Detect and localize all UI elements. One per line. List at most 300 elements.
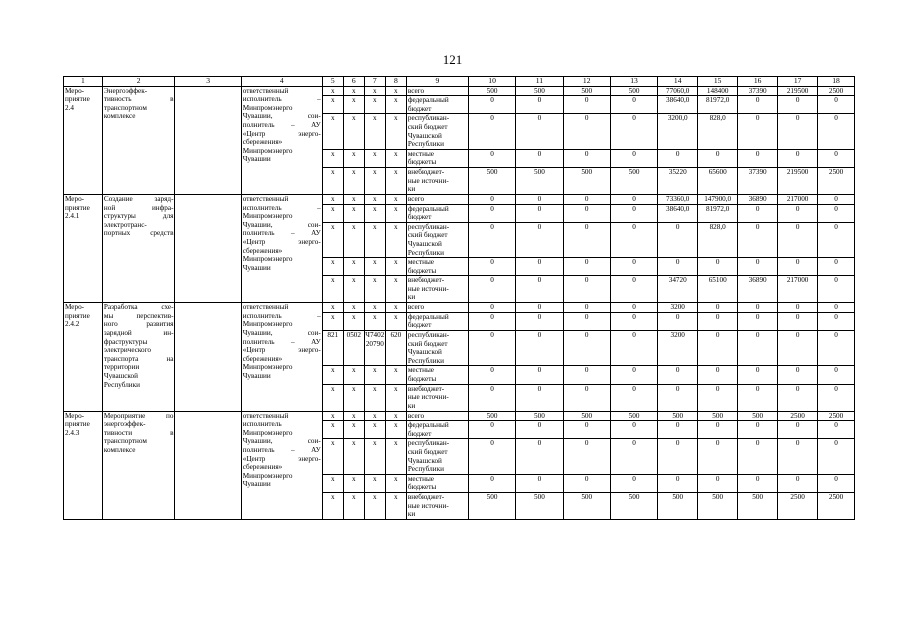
budget-code-c6: x bbox=[343, 167, 364, 194]
value-year-13: 0 bbox=[610, 258, 657, 276]
value-year-10: 0 bbox=[468, 222, 515, 257]
value-year-18: 0 bbox=[818, 421, 855, 439]
header-cell-7: 7 bbox=[364, 77, 385, 87]
value-year-11: 0 bbox=[516, 421, 563, 439]
budget-code-c5: x bbox=[322, 492, 343, 519]
value-year-18: 2500 bbox=[818, 86, 855, 96]
text-line: сбережения» bbox=[242, 463, 283, 472]
value-year-18: 0 bbox=[818, 331, 855, 366]
text-line: бюджеты bbox=[407, 158, 437, 167]
value-year-12: 0 bbox=[563, 439, 610, 474]
header-cell-1: 1 bbox=[64, 77, 103, 87]
value-year-10: 0 bbox=[468, 258, 515, 276]
text-line: Меро- bbox=[65, 303, 85, 312]
budget-code-c7: x bbox=[364, 167, 385, 194]
value-year-15: 0 bbox=[698, 384, 738, 411]
text-line: сбережения» bbox=[242, 138, 283, 147]
value-year-12: 0 bbox=[563, 96, 610, 114]
value-year-16: 37390 bbox=[738, 86, 778, 96]
text-line: бюджеты bbox=[407, 266, 437, 275]
text-line: ной инфра- bbox=[103, 203, 174, 212]
funding-source bbox=[406, 114, 468, 149]
value-year-18: 2500 bbox=[818, 411, 855, 421]
value-year-15: 500 bbox=[698, 411, 738, 421]
text-line: Чувашии, сои- bbox=[242, 112, 321, 121]
value-year-13: 0 bbox=[610, 331, 657, 366]
budget-code-c5: x bbox=[322, 222, 343, 257]
budget-code-c8: x bbox=[385, 149, 406, 167]
value-year-12: 0 bbox=[563, 474, 610, 492]
value-year-16: 0 bbox=[738, 312, 778, 330]
budget-code-c8: x bbox=[385, 204, 406, 222]
text-line: ки bbox=[407, 293, 416, 302]
funding-source bbox=[406, 366, 468, 384]
table-row bbox=[64, 194, 855, 204]
table-body bbox=[64, 86, 855, 519]
value-year-15: 81972,0 bbox=[698, 204, 738, 222]
value-year-15: 81972,0 bbox=[698, 96, 738, 114]
budget-code-c8: x bbox=[385, 194, 406, 204]
value-year-16: 0 bbox=[738, 114, 778, 149]
value-year-17: 0 bbox=[778, 303, 818, 313]
budget-code-c5: x bbox=[322, 421, 343, 439]
value-year-17: 0 bbox=[778, 114, 818, 149]
text-line: Республики bbox=[103, 380, 140, 389]
value-year-13: 0 bbox=[610, 421, 657, 439]
value-year-12: 0 bbox=[563, 366, 610, 384]
value-year-17: 0 bbox=[778, 384, 818, 411]
budget-code-c7: x bbox=[364, 114, 385, 149]
text-line: комплексе bbox=[103, 112, 136, 121]
text-line: комплексе bbox=[103, 446, 136, 454]
value-year-18: 0 bbox=[818, 194, 855, 204]
value-year-17: 0 bbox=[778, 421, 818, 439]
header-cell-2: 2 bbox=[102, 77, 175, 87]
header-cell-8: 8 bbox=[385, 77, 406, 87]
measure-code bbox=[64, 411, 103, 519]
value-year-14: 77060,0 bbox=[658, 86, 698, 96]
budget-code-c8: x bbox=[385, 421, 406, 439]
budget-code-c6: x bbox=[343, 114, 364, 149]
text-line: ки bbox=[407, 510, 416, 519]
funding-source bbox=[406, 204, 468, 222]
value-year-13: 0 bbox=[610, 204, 657, 222]
budget-code-c8: x bbox=[385, 303, 406, 313]
budget-code-c8: x bbox=[385, 312, 406, 330]
text-line: Чувашии bbox=[242, 155, 271, 164]
value-year-14: 35220 bbox=[658, 167, 698, 194]
text-line: ский бюджет bbox=[407, 339, 448, 348]
budget-code-c5: 821 bbox=[322, 331, 343, 366]
value-year-18: 0 bbox=[818, 312, 855, 330]
value-year-15: 0 bbox=[698, 331, 738, 366]
value-year-16: 37390 bbox=[738, 167, 778, 194]
value-year-12: 0 bbox=[563, 258, 610, 276]
page-number: 121 bbox=[442, 52, 463, 67]
value-year-10: 0 bbox=[468, 204, 515, 222]
budget-code-c8: x bbox=[385, 167, 406, 194]
text-line: Мероприятие по bbox=[103, 411, 174, 420]
value-year-17: 0 bbox=[778, 439, 818, 474]
text-line: бюджеты bbox=[407, 375, 437, 384]
funding-source bbox=[406, 149, 468, 167]
text-line: Чувашии, сои- bbox=[242, 220, 321, 229]
measure-code bbox=[64, 86, 103, 194]
text-line: внебюджет- bbox=[407, 276, 445, 285]
budget-code-c7: x bbox=[364, 194, 385, 204]
funding-source bbox=[406, 421, 468, 439]
value-year-18: 0 bbox=[818, 114, 855, 149]
text-line: полнитель – АУ bbox=[242, 446, 321, 454]
text-line: полнитель – АУ bbox=[242, 337, 321, 346]
value-year-13: 0 bbox=[610, 114, 657, 149]
text-line: Чувашии bbox=[242, 480, 271, 489]
value-year-11: 0 bbox=[516, 194, 563, 204]
value-year-14: 38640,0 bbox=[658, 96, 698, 114]
budget-code-c5: x bbox=[322, 149, 343, 167]
value-year-12: 0 bbox=[563, 331, 610, 366]
executor bbox=[241, 411, 322, 519]
budget-code-c5: x bbox=[322, 86, 343, 96]
text-line: бюджет bbox=[407, 104, 432, 113]
value-year-12: 0 bbox=[563, 312, 610, 330]
text-line: «Центр энерго- bbox=[242, 346, 321, 355]
value-year-16: 500 bbox=[738, 411, 778, 421]
value-year-16: 0 bbox=[738, 439, 778, 474]
value-year-15: 65100 bbox=[698, 276, 738, 303]
value-year-15: 0 bbox=[698, 303, 738, 313]
value-year-15: 65600 bbox=[698, 167, 738, 194]
value-year-17: 0 bbox=[778, 258, 818, 276]
text-line: приятие bbox=[65, 311, 90, 320]
text-line: бюджеты bbox=[407, 483, 437, 492]
value-year-15: 0 bbox=[698, 149, 738, 167]
text-line: Чувашии, сои- bbox=[242, 437, 321, 446]
text-line: Энергоэффек- bbox=[103, 86, 148, 95]
text-line: всего bbox=[407, 86, 425, 95]
header-cell-14: 14 bbox=[658, 77, 698, 87]
value-year-12: 0 bbox=[563, 276, 610, 303]
table-row bbox=[64, 411, 855, 421]
value-year-18: 0 bbox=[818, 222, 855, 257]
text-line: зарядной ин- bbox=[103, 329, 174, 338]
text-line: бюджет bbox=[407, 429, 432, 438]
value-year-13: 0 bbox=[610, 439, 657, 474]
text-line: внебюджет- bbox=[407, 384, 445, 393]
header-cell-12: 12 bbox=[563, 77, 610, 87]
text-line: ного развития bbox=[103, 320, 174, 329]
text-line: ответственный bbox=[242, 303, 289, 312]
value-year-14: 34720 bbox=[658, 276, 698, 303]
value-year-11: 0 bbox=[516, 149, 563, 167]
budget-code-c7: x bbox=[364, 384, 385, 411]
text-line: электрического bbox=[103, 346, 151, 355]
funding-source bbox=[406, 474, 468, 492]
value-year-18: 0 bbox=[818, 258, 855, 276]
budget-code-c7: x bbox=[364, 222, 385, 257]
budget-code-c5: x bbox=[322, 411, 343, 421]
value-year-10: 0 bbox=[468, 384, 515, 411]
text-line: всего bbox=[407, 194, 425, 203]
header-cell-6: 6 bbox=[343, 77, 364, 87]
text-line: исполнитель – bbox=[242, 95, 321, 104]
column-3-empty bbox=[175, 303, 241, 411]
budget-code-c5: x bbox=[322, 303, 343, 313]
budget-code-c5: x bbox=[322, 366, 343, 384]
text-line: полнитель – АУ bbox=[242, 120, 321, 129]
text-line: Минпромэнерго bbox=[242, 255, 293, 264]
text-line: федеральный bbox=[407, 204, 449, 213]
value-year-17: 0 bbox=[778, 222, 818, 257]
text-line: ский бюджет bbox=[407, 448, 448, 456]
value-year-14: 0 bbox=[658, 312, 698, 330]
text-line: 2.4.1 bbox=[65, 212, 80, 221]
value-year-17: 219500 bbox=[778, 86, 818, 96]
value-year-12: 500 bbox=[563, 492, 610, 519]
value-year-11: 0 bbox=[516, 384, 563, 411]
value-year-17: 0 bbox=[778, 149, 818, 167]
funding-source bbox=[406, 222, 468, 257]
value-year-16: 36890 bbox=[738, 194, 778, 204]
text-line: транспорта на bbox=[103, 354, 174, 363]
value-year-18: 0 bbox=[818, 149, 855, 167]
budget-code-c7: x bbox=[364, 492, 385, 519]
text-line: электротранс- bbox=[103, 220, 147, 229]
text-line: 2.4.3 bbox=[65, 428, 80, 437]
text-line: ные источни- bbox=[407, 501, 449, 510]
budget-code-c7: x bbox=[364, 276, 385, 303]
value-year-11: 0 bbox=[516, 303, 563, 313]
value-year-17: 0 bbox=[778, 204, 818, 222]
value-year-17: 217000 bbox=[778, 194, 818, 204]
text-line: транспортном bbox=[103, 103, 147, 112]
text-line: Республики bbox=[407, 465, 444, 474]
value-year-13: 500 bbox=[610, 167, 657, 194]
text-line: Разработка схе- bbox=[103, 303, 174, 312]
value-year-16: 0 bbox=[738, 96, 778, 114]
header-row bbox=[64, 77, 855, 87]
budget-code-c6: x bbox=[343, 276, 364, 303]
budget-code-c5: x bbox=[322, 114, 343, 149]
value-year-11: 0 bbox=[516, 222, 563, 257]
text-line: Республики bbox=[407, 356, 444, 365]
text-line: Минпромэнерго bbox=[242, 428, 293, 437]
value-year-12: 500 bbox=[563, 167, 610, 194]
budget-code-c6: x bbox=[343, 411, 364, 421]
value-year-13: 0 bbox=[610, 366, 657, 384]
value-year-15: 828,0 bbox=[698, 222, 738, 257]
budget-code-c8: x bbox=[385, 366, 406, 384]
text-line: бюджет bbox=[407, 321, 432, 330]
text-line: всего bbox=[407, 411, 425, 420]
value-year-16: 500 bbox=[738, 492, 778, 519]
text-line: Чувашской bbox=[407, 348, 442, 357]
funding-source bbox=[406, 384, 468, 411]
budget-code-c6: x bbox=[343, 194, 364, 204]
value-year-15: 147900,0 bbox=[698, 194, 738, 204]
value-year-15: 0 bbox=[698, 474, 738, 492]
budget-code-c8: 620 bbox=[385, 331, 406, 366]
value-year-17: 0 bbox=[778, 312, 818, 330]
text-line: внебюджет- bbox=[407, 167, 445, 176]
text-line: приятие bbox=[65, 95, 90, 104]
budget-code-c6: x bbox=[343, 474, 364, 492]
column-3-empty bbox=[175, 194, 241, 302]
text-line: 2.4 bbox=[65, 103, 74, 112]
budget-code-c7: x bbox=[364, 411, 385, 421]
text-line: Чувашской bbox=[407, 456, 442, 465]
value-year-14: 3200 bbox=[658, 331, 698, 366]
text-line: бюджет bbox=[407, 213, 432, 222]
value-year-10: 500 bbox=[468, 492, 515, 519]
text-line: мы перспектив- bbox=[103, 311, 174, 320]
value-year-17: 0 bbox=[778, 366, 818, 384]
budget-code-c8: x bbox=[385, 96, 406, 114]
value-year-16: 0 bbox=[738, 474, 778, 492]
text-line: Чувашии bbox=[242, 263, 271, 272]
text-line: местные bbox=[407, 366, 434, 375]
text-line: республикан- bbox=[407, 331, 450, 340]
header-cell-13: 13 bbox=[610, 77, 657, 87]
value-year-18: 0 bbox=[818, 276, 855, 303]
table-row bbox=[64, 303, 855, 313]
value-year-14: 0 bbox=[658, 474, 698, 492]
header-cell-18: 18 bbox=[818, 77, 855, 87]
value-year-11: 0 bbox=[516, 366, 563, 384]
funding-source bbox=[406, 331, 468, 366]
funding-source bbox=[406, 276, 468, 303]
value-year-18: 0 bbox=[818, 303, 855, 313]
text-line: Меро- bbox=[65, 411, 85, 420]
value-year-16: 0 bbox=[738, 303, 778, 313]
funding-source bbox=[406, 96, 468, 114]
value-year-14: 73360,0 bbox=[658, 194, 698, 204]
value-year-14: 38640,0 bbox=[658, 204, 698, 222]
value-year-13: 0 bbox=[610, 222, 657, 257]
value-year-10: 0 bbox=[468, 366, 515, 384]
text-line: тивности в bbox=[103, 428, 174, 437]
value-year-13: 500 bbox=[610, 86, 657, 96]
value-year-12: 0 bbox=[563, 194, 610, 204]
measure-name bbox=[102, 411, 175, 519]
text-line: Чувашской bbox=[103, 372, 138, 381]
text-line: ные источни- bbox=[407, 176, 449, 185]
text-line: Чувашской bbox=[407, 131, 442, 140]
text-line: территории bbox=[103, 363, 140, 372]
text-line: 2.4.2 bbox=[65, 320, 80, 329]
value-year-11: 0 bbox=[516, 312, 563, 330]
funding-source bbox=[406, 167, 468, 194]
measure-code bbox=[64, 194, 103, 302]
value-year-13: 0 bbox=[610, 96, 657, 114]
value-year-14: 3200 bbox=[658, 303, 698, 313]
header-cell-4: 4 bbox=[241, 77, 322, 87]
budget-code-c7: x bbox=[364, 439, 385, 474]
value-year-17: 0 bbox=[778, 474, 818, 492]
budget-code-c6: x bbox=[343, 222, 364, 257]
header-cell-11: 11 bbox=[516, 77, 563, 87]
text-line: приятие bbox=[65, 420, 90, 429]
value-year-14: 0 bbox=[658, 421, 698, 439]
text-line: ский бюджет bbox=[407, 122, 448, 131]
value-year-17: 219500 bbox=[778, 167, 818, 194]
value-year-14: 0 bbox=[658, 384, 698, 411]
budget-code-c8: x bbox=[385, 222, 406, 257]
budget-code-c7: x bbox=[364, 421, 385, 439]
budget-code-c8: x bbox=[385, 86, 406, 96]
value-year-18: 0 bbox=[818, 384, 855, 411]
budget-code-c5: x bbox=[322, 194, 343, 204]
value-year-10: 0 bbox=[468, 331, 515, 366]
value-year-11: 0 bbox=[516, 114, 563, 149]
value-year-17: 217000 bbox=[778, 276, 818, 303]
text-line: полнитель – АУ bbox=[242, 229, 321, 238]
text-line: всего bbox=[407, 303, 425, 312]
value-year-18: 0 bbox=[818, 474, 855, 492]
text-line: федеральный bbox=[407, 312, 449, 321]
value-year-11: 500 bbox=[516, 167, 563, 194]
text-line: Чувашии, сои- bbox=[242, 329, 321, 338]
budget-code-c7: x bbox=[364, 258, 385, 276]
budget-code-c7: x bbox=[364, 204, 385, 222]
value-year-13: 500 bbox=[610, 492, 657, 519]
budget-code-c5: x bbox=[322, 276, 343, 303]
value-year-15: 0 bbox=[698, 421, 738, 439]
value-year-14: 0 bbox=[658, 149, 698, 167]
budget-code-c7: x bbox=[364, 312, 385, 330]
budget-code-c6: x bbox=[343, 384, 364, 411]
text-line: республикан- bbox=[407, 222, 450, 231]
funding-source bbox=[406, 303, 468, 313]
value-year-16: 36890 bbox=[738, 276, 778, 303]
budget-code-c8: x bbox=[385, 474, 406, 492]
value-year-10: 500 bbox=[468, 411, 515, 421]
text-line: Минпромэнерго bbox=[242, 320, 293, 329]
value-year-11: 0 bbox=[516, 258, 563, 276]
value-year-10: 0 bbox=[468, 303, 515, 313]
budget-code-c8: x bbox=[385, 258, 406, 276]
funding-source bbox=[406, 258, 468, 276]
budget-table bbox=[63, 76, 855, 520]
budget-code-c6: x bbox=[343, 204, 364, 222]
text-line: ные источни- bbox=[407, 393, 449, 402]
value-year-16: 0 bbox=[738, 366, 778, 384]
text-line: Создание заряд- bbox=[103, 194, 174, 203]
value-year-13: 0 bbox=[610, 303, 657, 313]
text-line: местные bbox=[407, 474, 434, 483]
text-line: ответственный bbox=[242, 86, 289, 95]
value-year-10: 0 bbox=[468, 114, 515, 149]
value-year-16: 0 bbox=[738, 149, 778, 167]
value-year-13: 0 bbox=[610, 384, 657, 411]
text-line: ки bbox=[407, 185, 416, 194]
value-year-10: 0 bbox=[468, 312, 515, 330]
value-year-11: 0 bbox=[516, 439, 563, 474]
value-year-10: 0 bbox=[468, 474, 515, 492]
budget-code-c6: x bbox=[343, 258, 364, 276]
value-year-12: 0 bbox=[563, 149, 610, 167]
budget-code-c7: x bbox=[364, 86, 385, 96]
header-cell-10: 10 bbox=[468, 77, 515, 87]
value-year-14: 0 bbox=[658, 222, 698, 257]
value-year-10: 0 bbox=[468, 276, 515, 303]
text-line: «Центр энерго- bbox=[242, 237, 321, 246]
value-year-11: 500 bbox=[516, 86, 563, 96]
budget-code-c8: x bbox=[385, 276, 406, 303]
value-year-10: 0 bbox=[468, 96, 515, 114]
funding-source bbox=[406, 312, 468, 330]
value-year-16: 0 bbox=[738, 331, 778, 366]
